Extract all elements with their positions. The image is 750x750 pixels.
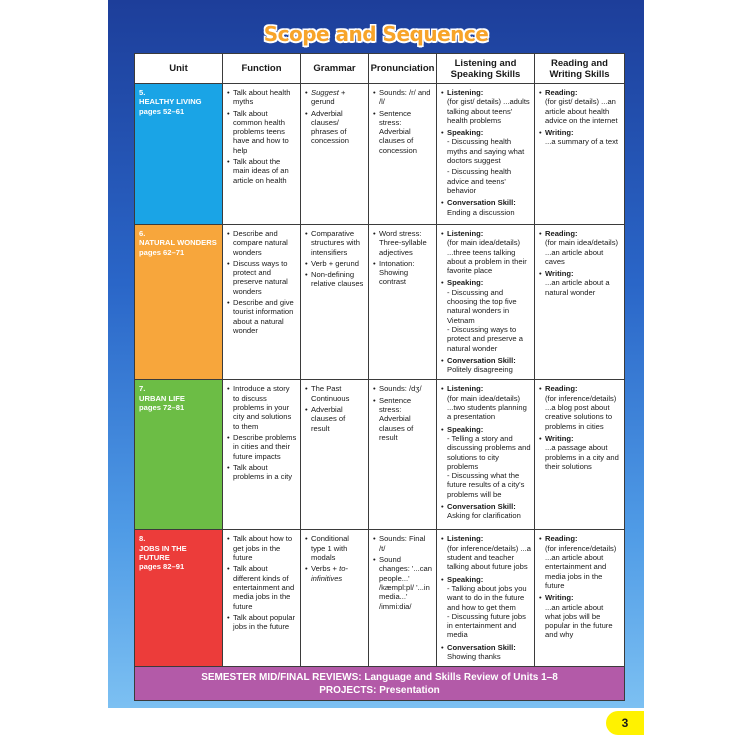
function-item: • Talk about how to get jobs in the future [227,534,297,562]
pronunciation-item: • Sound changes: '...can people...' /kæmpl:pl/ '...in media...' /immi:dia/ [373,555,433,611]
speaking-entry: • Speaking: - Telling a story and discussing problems and solutions to city problems - Discussing what the future results of a city's problems will be [441,425,531,499]
conversation-entry: • Conversation Skill: Politely disagreeing [441,356,531,375]
function-item: • Talk about problems in a city [227,463,297,482]
function-item: • Talk about common health problems teens have and how to help [227,109,297,155]
writing-entry: • Writing: ...a passage about problems in a city and their solutions [539,434,621,471]
grammar-item: • Verbs + to-infinitives [305,564,365,583]
unit-number: 5. [139,88,146,97]
conversation-entry: • Conversation Skill: Asking for clarification [441,502,531,521]
unit-pages: pages 62–71 [139,247,185,257]
function-cell [223,84,301,225]
reading-writing-cell [535,380,625,530]
pronunciation-item: • Sounds: /dʒ/ [373,384,433,393]
listening-speaking-cell [437,84,535,225]
footer-row [135,667,625,701]
writing-entry: • Writing: ...an article about what jobs will be popular in the future and why [539,593,621,639]
pronunciation-cell [369,530,437,667]
header-row [135,54,625,84]
function-item: • Talk about different kinds of entertainment and media jobs in the future [227,564,297,610]
header-pronunciation: Pronunciation [369,54,437,84]
grammar-item: • The Past Continuous [305,384,365,403]
unit-name: NATURAL WONDERS [139,238,217,248]
listening-entry: • Listening: (for main idea/details) ...two students planning a presentation [441,384,531,421]
pronunciation-cell [369,84,437,225]
pronunciation-item: • Word stress: Three-syllable adjectives [373,229,433,257]
pronunciation-cell [369,225,437,380]
grammar-item: • Suggest + gerund [305,88,365,107]
pronunciation-item: • Sounds: Final /t/ [373,534,433,553]
conversation-entry: • Conversation Skill: Showing thanks [441,643,531,662]
unit-name: JOBS IN THE FUTURE [139,543,187,563]
grammar-item: • Adverbial clauses/ phrases of concession [305,109,365,146]
speaking-entry: • Speaking: - Discussing and choosing the top five natural wonders in Vietnam - Discussing ways to protect and preserve a natural wonder [441,278,531,352]
function-cell [223,380,301,530]
function-item: • Introduce a story to discuss problems in your city and solutions to them [227,384,297,430]
function-item: • Discuss ways to protect and preserve natural wonders [227,259,297,296]
conversation-entry: • Conversation Skill: Ending a discussion [441,198,531,217]
unit-number: 6. [139,229,146,238]
grammar-cell [301,530,369,667]
function-item: • Talk about health myths [227,88,297,107]
unit-pages: pages 82–91 [139,562,185,572]
footer-projects: PROJECTS: Presentation [319,684,440,696]
pronunciation-cell [369,380,437,530]
pronunciation-item: • Intonation: Showing contrast [373,259,433,287]
unit-cell [135,530,223,667]
grammar-item: • Conditional type 1 with modals [305,534,365,562]
page-title: Scope and Sequence [263,22,489,46]
unit-cell [135,84,223,225]
listening-entry: • Listening: (for main idea/details) ...three teens talking about a problem in their favorite place [441,229,531,275]
function-cell [223,225,301,380]
unit-pages: pages 52–61 [139,106,185,116]
unit-cell [135,225,223,380]
function-item: • Talk about popular jobs in the future [227,613,297,632]
unit-pages: pages 72–81 [139,403,185,413]
header-reading-writing: Reading and Writing Skills [535,54,625,84]
page-number-badge: 3 [606,711,644,735]
footer-cell [135,667,625,701]
unit-number: 8. [139,534,146,544]
reading-entry: • Reading: (for inference/details) ...an article about entertainment and media jobs in the future [539,534,621,590]
function-item: • Describe problems in cities and their future impacts [227,433,297,461]
reading-writing-cell [535,225,625,380]
reading-writing-cell [535,84,625,225]
reading-entry: • Reading: (for inference/details) ...a blog post about creative solutions to problems in cities [539,384,621,430]
pronunciation-item: • Sounds: /r/ and /l/ [373,88,433,107]
reading-writing-cell [535,530,625,667]
pronunciation-item: • Sentence stress: Adverbial clauses of concession [373,109,433,155]
function-item: • Describe and compare natural wonders [227,229,297,257]
listening-speaking-cell [437,225,535,380]
unit-row-6 [135,225,625,380]
grammar-item: • Adverbial clauses of result [305,405,365,433]
unit-name: HEALTHY LIVING [139,97,202,107]
unit-row-8 [135,530,625,667]
scope-table [134,53,625,701]
header-listening-speaking: Listening and Speaking Skills [437,54,535,84]
speaking-entry: • Speaking: - Talking about jobs you want to do in the future and how to get them - Discussing future jobs in entertainment and media [441,575,531,640]
header-grammar: Grammar [301,54,369,84]
grammar-item: • Verb + gerund [305,259,365,268]
writing-entry: • Writing: ...a summary of a text [539,128,621,147]
grammar-cell [301,380,369,530]
speaking-entry: • Speaking: - Discussing health myths and saying what doctors suggest - Discussing health advice and teens' behavior [441,128,531,195]
unit-number: 7. [139,384,146,394]
grammar-cell [301,225,369,380]
pronunciation-item: • Sentence stress: Adverbial clauses of result [373,396,433,442]
unit-name: URBAN LIFE [139,393,185,403]
writing-entry: • Writing: ...an article about a natural wonder [539,269,621,297]
reading-entry: • Reading: (for gist/ details) ...an article about health advice on the internet [539,88,621,125]
function-item: • Describe and give tourist information about a natural wonder [227,298,297,335]
unit-cell [135,380,223,530]
grammar-item: • Comparative structures with intensifiers [305,229,365,257]
grammar-cell [301,84,369,225]
listening-entry: • Listening: (for gist/ details) ...adults talking about teens' health problems [441,88,531,125]
grammar-item: • Non-defining relative clauses [305,270,365,289]
unit-row-5 [135,84,625,225]
listening-speaking-cell [437,530,535,667]
footer-reviews: SEMESTER MID/FINAL REVIEWS: Language and Skills Review of Units 1–8 [201,671,558,683]
listening-speaking-cell [437,380,535,530]
unit-row-7 [135,380,625,530]
function-cell [223,530,301,667]
reading-entry: • Reading: (for main idea/details) ...an article about caves [539,229,621,266]
listening-entry: • Listening: (for inference/details) ...a student and teacher talking about future jobs [441,534,531,571]
header-function: Function [223,54,301,84]
function-item: • Talk about the main ideas of an article on health [227,157,297,185]
header-unit: Unit [135,54,223,84]
